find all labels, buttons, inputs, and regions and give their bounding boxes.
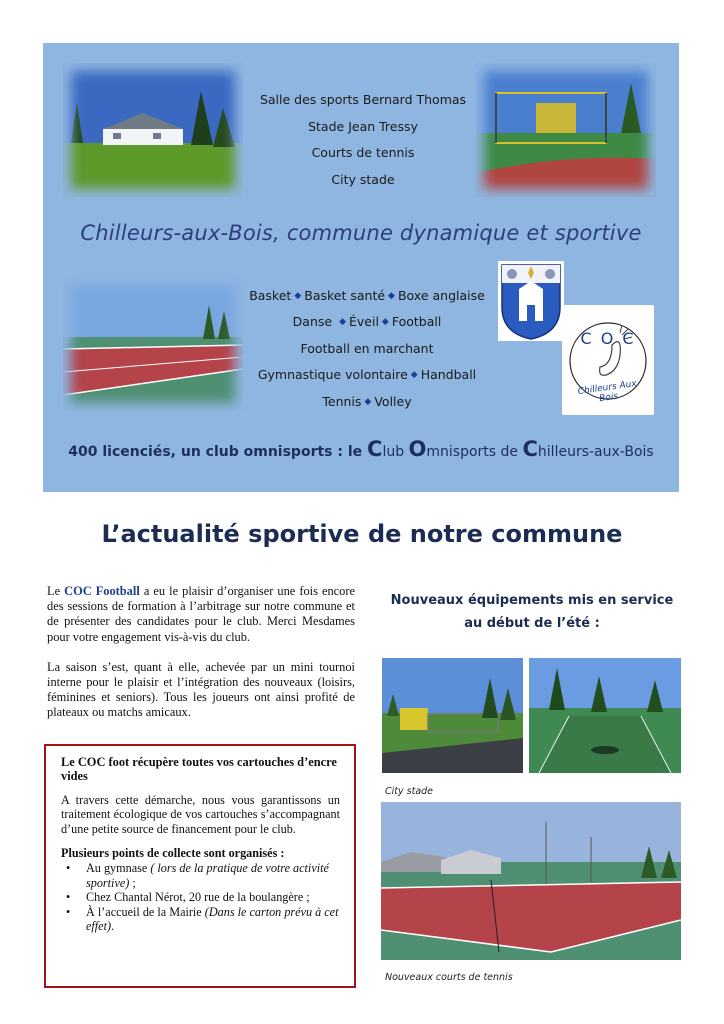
sport-item: Danse — [292, 314, 337, 330]
sport-item: Volley — [374, 393, 412, 409]
city-stade-photo-1 — [382, 658, 523, 773]
equipment-title-line-2: au début de l’été : — [464, 616, 600, 631]
point-note: (Dans le carton prévu à cet effet) — [86, 904, 339, 934]
football-article — [47, 584, 355, 736]
sports-line — [243, 336, 491, 362]
sports-line — [243, 309, 491, 335]
list-item — [61, 861, 340, 890]
box-title: Le COC foot récupère toutes vos cartouches d’encre vides — [61, 755, 337, 784]
club-word-lub: lub — [382, 444, 409, 460]
collection-points-list — [61, 861, 340, 933]
point-note: ( lors de la pratique de votre activité sportive) — [86, 861, 329, 890]
diamond-separator-icon: ◆ — [381, 317, 389, 328]
club-word-rest: hilleurs-aux-Bois — [537, 444, 654, 460]
list-item — [61, 905, 340, 934]
box-body: A travers cette démarche, nous vous garantissons un traitement écologique de vos cartouches s’accompagnant d’une petite source de financement pour le club. — [61, 792, 340, 836]
point-end: ; — [129, 875, 136, 890]
article-p1-prefix: Le — [47, 584, 65, 598]
tennis-courts-photo — [381, 802, 681, 960]
tennis-courts-photo-banner — [63, 277, 243, 411]
diamond-separator-icon: ◆ — [339, 317, 346, 328]
city-stade-photo-banner — [476, 63, 656, 197]
sports-line — [243, 283, 491, 309]
sports-hall-photo — [63, 63, 243, 197]
coat-of-arms-logo — [498, 261, 564, 341]
point-text: À l’accueil de la Mairie — [86, 904, 205, 919]
collection-points-title: Plusieurs points de collecte sont organisés : — [61, 846, 285, 861]
point-text: Chez Chantal Nérot, 20 rue de la boulangère ; — [86, 890, 310, 905]
diamond-separator-icon: ◆ — [364, 396, 372, 407]
sport-item: Basket — [249, 288, 292, 303]
club-prefix: 400 licenciés, un club omnisports : le — [68, 444, 368, 460]
sport-item: Handball — [420, 367, 477, 383]
venue-item: Courts de tennis — [311, 145, 415, 160]
sport-item: Tennis — [322, 393, 362, 409]
city-stade-photo-2 — [529, 658, 681, 773]
city-stade-caption: City stade — [385, 786, 434, 797]
venue-item: Stade Jean Tressy — [308, 118, 418, 134]
equipment-title — [378, 589, 686, 635]
article-paragraph-1 — [47, 584, 355, 645]
club-initial-o: O — [408, 437, 427, 461]
sports-list — [243, 283, 491, 415]
equipment-title-line-1: Nouveaux équipements mis en service — [390, 593, 674, 608]
diamond-separator-icon: ◆ — [294, 291, 302, 301]
sports-line — [243, 362, 491, 388]
venues-list — [249, 87, 477, 193]
diamond-separator-icon: ◆ — [388, 291, 395, 301]
point-text: Au gymnase — [86, 861, 151, 876]
diamond-separator-icon: ◆ — [410, 370, 418, 381]
coc-logo-initials: C O C — [580, 329, 636, 348]
sport-item: Football en marchant — [300, 340, 434, 356]
sport-item: Boxe anglaise — [397, 288, 485, 303]
cartridge-collection-box — [44, 744, 356, 988]
sport-item: Éveil — [348, 314, 379, 330]
club-word-mni: mnisports de — [426, 444, 523, 460]
coc-logo-town: Chilleurs Aux Bois — [577, 378, 638, 405]
banner — [43, 43, 679, 492]
venue-item: City stade — [331, 171, 395, 187]
sport-item: Football — [391, 314, 442, 330]
article-p1-rest: a eu le plaisir d’organiser une fois encore des sessions de formation à l’arbitrage sur notre commune et de présenter des candidates pour le club. Merci Mesdames pour votre engagement vis-à-vis du club. — [47, 584, 355, 644]
sports-line — [243, 389, 491, 415]
club-initial-c2: C — [522, 437, 538, 461]
coc-club-logo — [562, 305, 654, 415]
sport-item: Basket santé — [304, 288, 386, 303]
list-item — [61, 890, 340, 904]
commune-tagline: Chilleurs-aux-Bois, commune dynamique et sportive — [80, 221, 642, 245]
club-summary — [43, 437, 679, 461]
venue-item: Salle des sports Bernard Thomas — [259, 92, 467, 107]
tennis-courts-caption: Nouveaux courts de tennis — [385, 972, 513, 983]
article-paragraph-2: La saison s’est, quant à elle, achevée par un mini tournoi interne pour le plaisir et l’intégration des nouveaux (loisirs, féminines et seniors). Tous les joueurs ont ainsi profité de plateaux ou matchs amicaux. — [47, 659, 355, 720]
club-initial-c: C — [367, 437, 383, 461]
sport-item: Gymnastique volontaire — [257, 367, 408, 383]
coc-football-highlight: COC Football — [64, 584, 140, 598]
point-end: . — [111, 919, 115, 934]
page-headline: L’actualité sportive de notre commune — [101, 520, 623, 548]
